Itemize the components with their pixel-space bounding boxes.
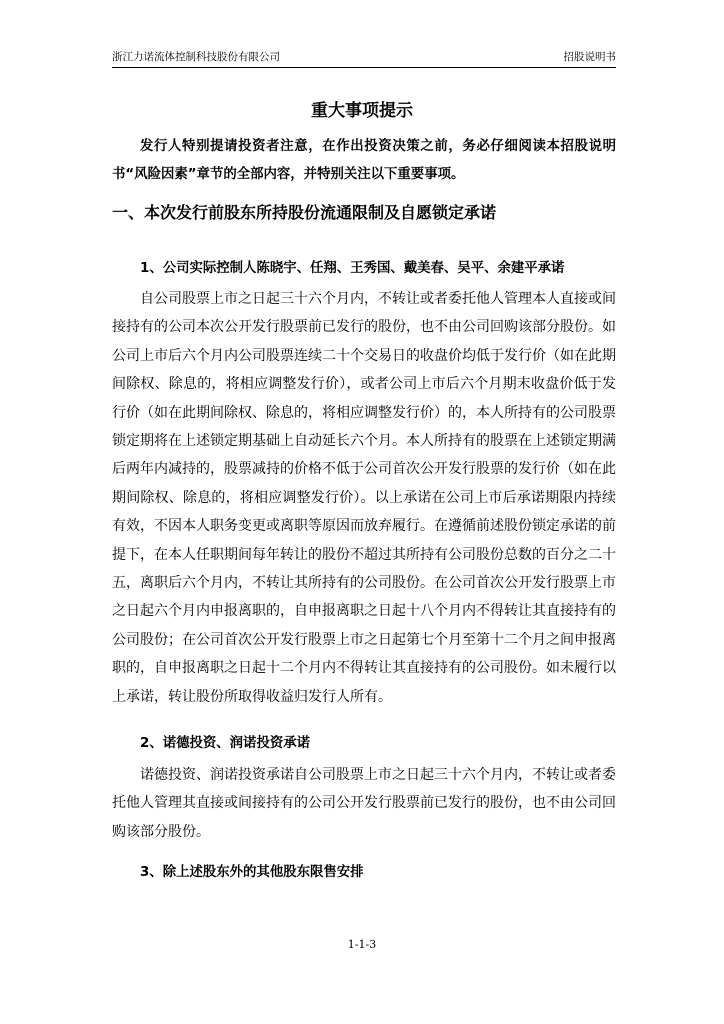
header-document-type: 招股说明书: [563, 51, 616, 63]
paragraph-investors-commitment: 诺德投资、润诺投资承诺自公司股票上市之日起三十六个月内，不转让或者委托他人管理其直接或间接持有的公司公开发行股票前已发行的股份，也不由公司回购该部分股份。: [112, 767, 616, 840]
intro-paragraph: 发行人特别提请投资者注意，在作出投资决策之前，务必仔细阅读本招股说明书“风险因素”章节的全部内容，并特别关注以下重要事项。: [112, 139, 616, 183]
header-divider: [112, 67, 616, 68]
header-company-name: 浙江力诺流体控制科技股份有限公司: [112, 51, 280, 63]
subheading-controllers: 1、公司实际控制人陈晓宇、任翔、王秀国、戴美春、吴平、余建平承诺: [140, 261, 565, 276]
subheading-investors: 2、诺德投资、润诺投资承诺: [140, 736, 311, 751]
running-header: [112, 49, 616, 66]
page-title: 重大事项提示: [311, 101, 413, 121]
section-heading: 一、本次发行前股东所持股份流通限制及自愿锁定承诺: [112, 203, 497, 222]
paragraph-controllers-commitment: 自公司股票上市之日起三十六个月内，不转让或者委托他人管理本人直接或间接持有的公司本次公开发行股票前已发行的股份，也不由公司回购该部分股份。如公司上市后六个月内公司股票连续二十个交易日的收盘价均低于发行价（如在此期间除权、除息的，将相应调整发行价），或者公司上市后六个月期末收盘价低于发行价（如在此期间除权、除息的，将相应调整发行价）的，本人所持有的公司股票锁定期将在上述锁定期基础上自动延长六个月。本人所持有的股票在上述锁定期满后两年内减持的，股票减持的价格不低于公司首次公开发行股票的发行价（如在此期间除权、除息的，将相应调整发行价）。以上承诺在公司上市后承诺期限内持续有效，不因本人职务变更或离职等原因而放弃履行。在遵循前述股份锁定承诺的前提下，在本人任职期间每年转让的股份不超过其所持有公司股份总数的百分之二十五，离职后六个月内，不转让其所持有的公司股份。在公司首次公开发行股票上市之日起六个月内申报离职的，自申报离职之日起十八个月内不得转让其直接持有的公司股份；在公司首次公开发行股票上市之日起第七个月至第十二个月之间申报离职的，自申报离职之日起十二个月内不得转让其直接持有的公司股份。如未履行以上承诺，转让股份所取得收益归发行人所有。: [112, 291, 616, 705]
page-number: 1-1-3: [347, 938, 377, 951]
subheading-other-shareholders: 3、除上述股东外的其他股东限售安排: [140, 865, 364, 880]
